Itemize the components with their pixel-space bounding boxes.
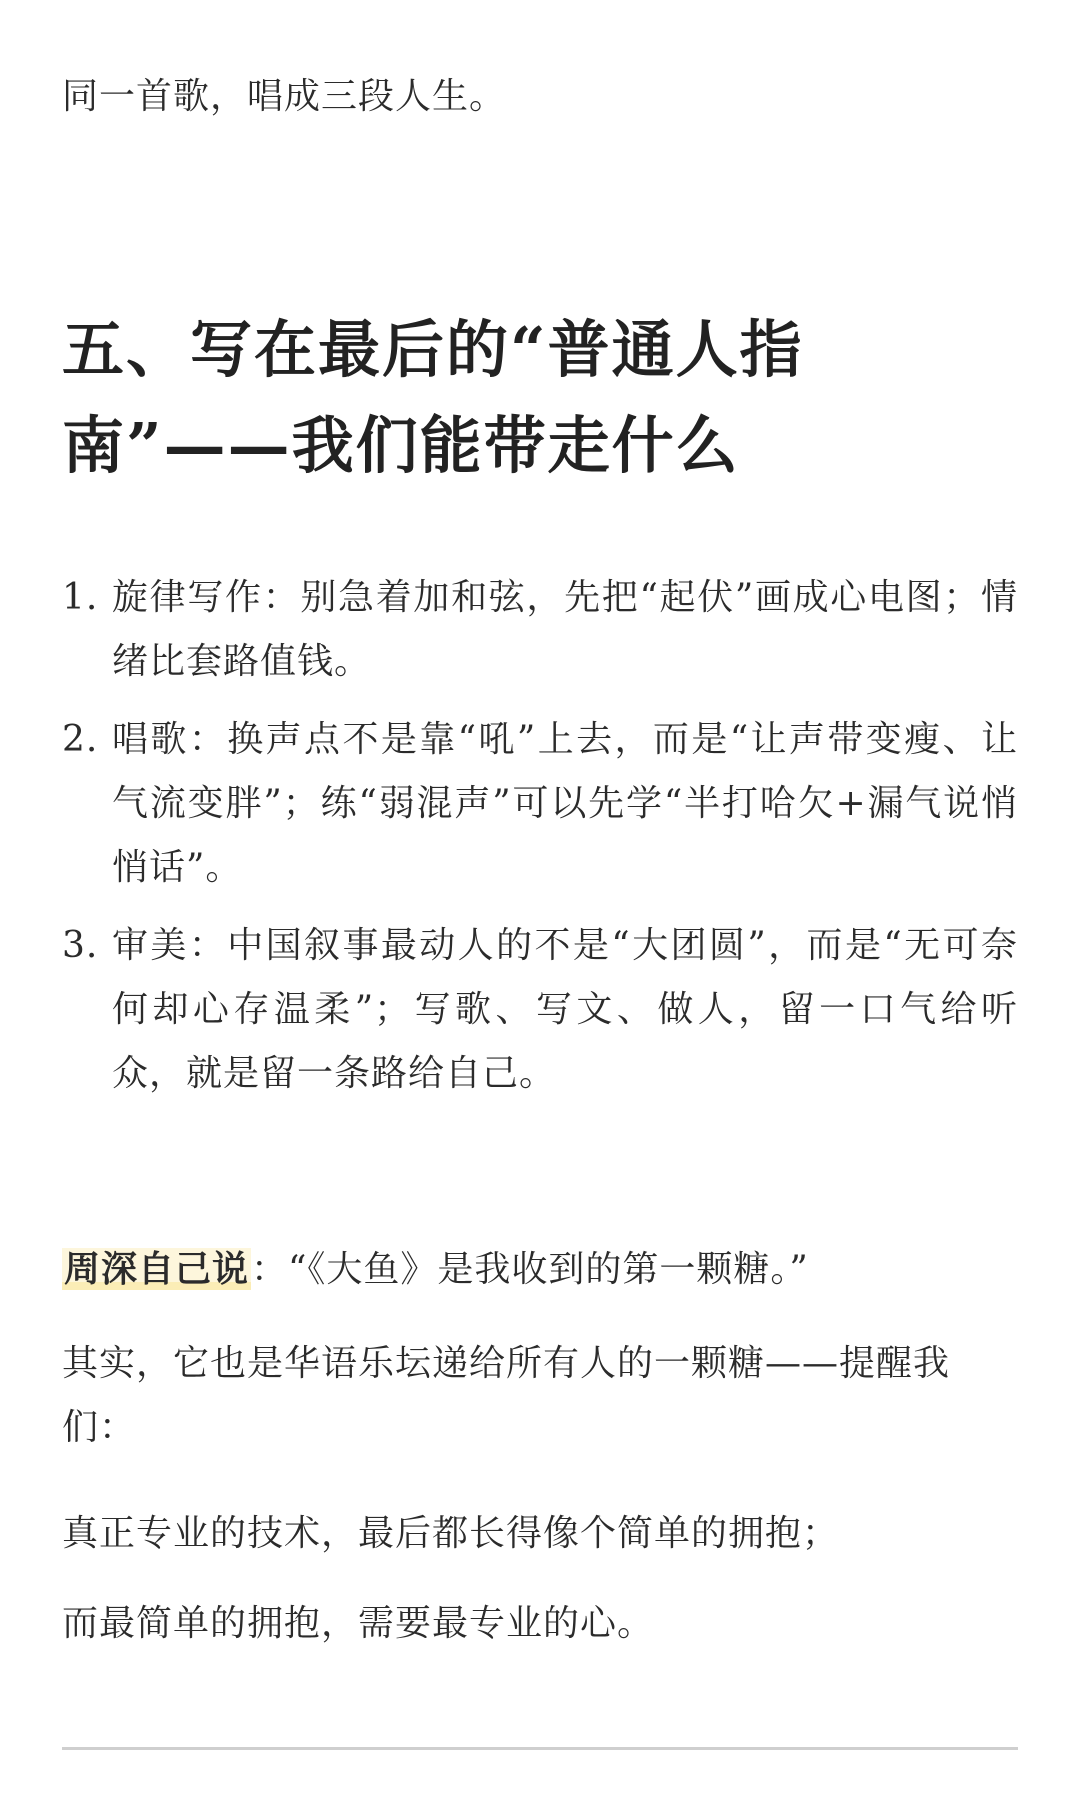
body-paragraph: 真正专业的技术，最后都长得像个简单的拥抱；	[62, 1513, 840, 1554]
list-number: 3.	[62, 925, 99, 966]
section-title: 五、写在最后的“普通人指南”——我们能带走什么	[62, 313, 804, 482]
divider	[62, 1747, 1018, 1750]
quote-paragraph	[62, 1237, 1018, 1302]
quote-speaker-highlight: 周深自己说	[64, 1248, 250, 1290]
list-number: 1.	[62, 577, 99, 618]
intro-text: 同一首歌，唱成三段人生。	[62, 76, 507, 117]
tips-list	[62, 566, 1018, 1120]
quote-text: ：“《大鱼》是我收到的第一颗糖。”	[251, 1249, 809, 1290]
list-number: 2.	[62, 719, 99, 760]
list-item	[62, 914, 1018, 1106]
list-item	[62, 708, 1018, 900]
list-item	[62, 566, 1018, 694]
list-text: 唱歌：换声点不是靠“吼”上去，而是“让声带变瘦、让气流变胖”；练“弱混声”可以先学“半打哈欠+漏气说悄悄话”。	[112, 719, 1018, 888]
list-text: 审美：中国叙事最动人的不是“大团圆”，而是“无可奈何却心存温柔”；写歌、写文、做人，留一口气给听众，就是留一条路给自己。	[112, 925, 1018, 1094]
list-text: 旋律写作：别急着加和弦，先把“起伏”画成心电图；情绪比套路值钱。	[112, 577, 1018, 682]
body-paragraph: 而最简单的拥抱，需要最专业的心。	[62, 1603, 655, 1644]
body-paragraph: 其实，它也是华语乐坛递给所有人的一颗糖——提醒我们：	[62, 1343, 951, 1448]
